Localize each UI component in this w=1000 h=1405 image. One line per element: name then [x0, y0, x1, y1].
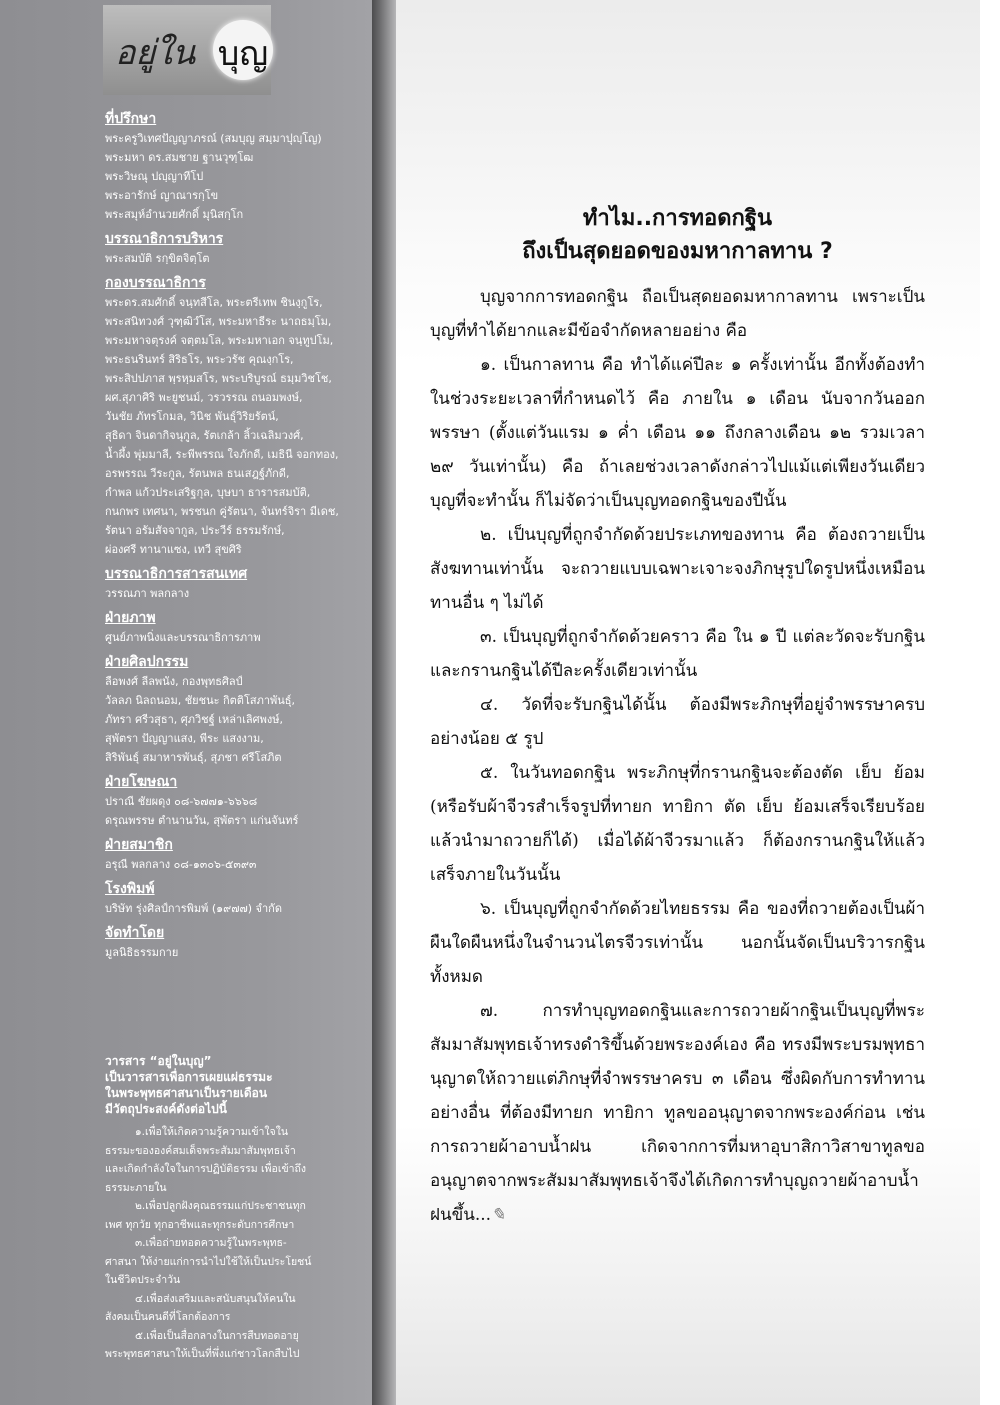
publisher-heading: จัดทำโดย: [105, 925, 165, 941]
printer-heading: โรงพิมพ์: [105, 881, 155, 897]
publisher-name: มูลนิธิธรรมกาย: [105, 946, 179, 959]
photo-dept-heading: ฝ่ายภาพ: [105, 610, 156, 626]
editorial-board-list: พระดร.สมศักดิ์ จนฺทสีโล, พระตรีเทพ ชินงฺกูโร, พระสนิทวงศ์ วุฑฺฒิวํโส, พระมหาธีระ นาถธมฺโม, พระมหาจตุรงค์ จตฺตมโล, พระมหาเอก จนฺทูปโม, พระธนรินทร์ สิริธโร, พระวรัช คุณงฺกโร, พระสิปปภาส พฺรหฺมสโร, พระบริบูรณ์ ธมฺมวิชโช, ผศ.สุภาศิริ พะยูชนม์, วรวรรณ ถนอมพงษ์, วันชัย ภัทรโกมล, วินิช พันธุ์วิริยรัตน์, สุธิดา จินดากิจนุกูล, รัตเกล้า ลิ้วเฉลิมวงศ์, น้ำผึ้ง พุ่มมาลี, ระพีพรรณ ใจภักดี, เมธินี จอกทอง, อรพรรณ วีระกูล, รัตนพล ธนเสฎฐ์ภักดี, กำพล แก้วประเสริฐกุล, บุษบา ธารารสมบัติ, กนกพร เทศนา, พรชนก คู่รัตนา, จันทร์จิรา มีเดช, รัตนา อรัมสัจจากูล, ประวีร์ ธรรมรักษ์, ผ่องศรี ทานาแซง, เทวี สุขศิริ: [105, 296, 339, 556]
mission-item: ๕.เพื่อเป็นสื่อกลางในการสืบทอดอายุพระพุทธศาสนาให้เป็นที่พึ่งแก่ชาวโลกสืบไป: [105, 1329, 300, 1360]
mission-item: ๑.เพื่อให้เกิดความรู้ความเข้าใจในธรรมะขององค์สมเด็จพระสัมมาสัมพุทธเจ้า และเกิดกำลังใจในการปฏิบัติธรรม เพื่อเข้าถึงธรรมะภายใน: [105, 1126, 307, 1194]
article-title: [430, 202, 925, 268]
article-title-line2: ถึงเป็นสุดยอดของมหากาลทาน ?: [522, 239, 833, 264]
article-point-3: ๓. เป็นบุญที่ถูกจำกัดด้วยคราว คือ ใน ๑ ปี แต่ละวัดจะรับกฐินและกรานกฐินได้ปีละครั้งเดียวเท่านั้น: [430, 627, 925, 681]
magazine-logo: [103, 5, 271, 95]
article-title-line1: ทำไม..การทอดกฐิน: [582, 206, 773, 231]
article-point-5: ๕. ในวันทอดกฐิน พระภิกษุที่กรานกฐินจะต้องตัด เย็บ ย้อม (หรือรับผ้าจีวรสำเร็จรูปที่ทายก ทายิกา ตัด เย็บ ย้อมเสร็จเรียบร้อยแล้วนำมาถวายก็ได้) เมื่อได้ผ้าจีวรมาแล้ว ก็ต้องกรานกฐินให้แล้วเสร็จภายในวันนั้น: [430, 763, 925, 885]
art-dept-heading: ฝ่ายศิลปกรรม: [105, 654, 189, 670]
photo-dept-body: ศูนย์ภาพนิ่งและบรรณาธิการภาพ: [105, 631, 261, 644]
logo-text: อยู่ใน: [115, 33, 196, 73]
mission-item: ๒.เพื่อปลูกฝังคุณธรรมแก่ประชาชนทุกเพศ ทุกวัย ทุกอาชีพและทุกระดับการศึกษา: [105, 1200, 306, 1231]
end-mark-icon: ✎: [491, 1205, 506, 1225]
logo-bun-text: บุญ: [217, 34, 269, 74]
advertising-contacts: ปราณี ชัยผดุง ๐๘-๖๗๗๑-๖๖๖๘ ดรุณพรรษ ตำนานวัน, สุพัตรา แก่นจันทร์: [105, 795, 299, 827]
sidebar: [0, 0, 372, 1405]
article-point-7-text: ๗. การทำบุญทอดกฐินและการถวายผ้ากฐินเป็นบุญที่พระสัมมาสัมพุทธเจ้าทรงดำริขึ้นด้วยพระองค์เอง คือ ทรงมีพระบรมพุทธานุญาตให้ถวายแต่ภิกษุที่จำพรรษาครบ ๓ เดือน ซึ่งผิดกับการทำทานอย่างอื่น ที่ต้องมีทายก ทายิกา ทูลขออนุญาตจากพระองค์ก่อน เช่น การถวายผ้าอาบน้ำฝน เกิดจากการที่มหาอุบาสิกาวิสาขาทูลขออนุญาตจากพระสัมมาสัมพุทธเจ้าจึงได้เกิดการทำบุญถวายผ้าอาบน้ำฝนขึ้น...: [430, 1001, 925, 1225]
article-point-2: ๒. เป็นบุญที่ถูกจำกัดด้วยประเภทของทาน คือ ต้องถวายเป็นสังฆทานเท่านั้น จะถวายแบบเฉพาะเจาะจงภิกษุรูปใดรูปหนึ่งเหมือนทานอื่น ๆ ไม่ได้: [430, 525, 925, 613]
masthead-credits: [105, 110, 360, 968]
article-point-6: ๖. เป็นบุญที่ถูกจำกัดด้วยไทยธรรม คือ ของที่ถวายต้องเป็นผ้าผืนใดผืนหนึ่งในจำนวนไตรจีวรเท่านั้น นอกนั้นจัดเป็นบริวารกฐินทั้งหมด: [430, 899, 925, 987]
advisors-list: พระครูวิเทศปัญญาภรณ์ (สมบุญ สมฺมาปุญฺโญ) พระมหา ดร.สมชาย ฐานวุฑฺโฒ พระวิษณุ ปญฺญาทีโป พระอารักษ์ ญาณารกฺโข พระสมุห์อำนวยศักดิ์ มุนิสกฺโก: [105, 132, 322, 221]
article-point-7: [430, 994, 925, 1232]
members-contact: อรุณี พลกลาง ๐๘-๑๓๐๖-๕๓๙๓: [105, 858, 257, 871]
page-gutter-shadow: [372, 0, 396, 1405]
article: [430, 202, 925, 1232]
members-heading: ฝ่ายสมาชิก: [105, 837, 173, 853]
executive-editor-name: พระสมบัติ รกฺขิตจิตฺโต: [105, 252, 210, 265]
info-editor-name: วรรณภา พลกลาง: [105, 587, 190, 600]
mission-title: วารสาร “อยู่ในบุญ” เป็นวารสารเพื่อการเผยแผ่ธรรมะ ในพระพุทธศาสนาเป็นรายเดือน มีวัตถุประสงค์ดังต่อไปนี้: [105, 1054, 273, 1116]
article-point-1: ๑. เป็นกาลทาน คือ ทำได้แค่ปีละ ๑ ครั้งเท่านั้น อีกทั้งต้องทำในช่วงระยะเวลาที่กำหนดไว้ คือ ภายใน ๑ เดือน นับจากวันออกพรรษา (ตั้งแต่วันแรม ๑ ค่ำ เดือน ๑๑ ถึงกลางเดือน ๑๒ รวมเวลา ๒๙ วันเท่านั้น) คือ ถ้าเลยช่วงเวลาดังกล่าวไปแม้แต่เพียงวันเดียว บุญที่จะทำนั้น ก็ไม่จัดว่าเป็นบุญทอดกฐินของปีนั้น: [430, 355, 925, 511]
editorial-board-heading: กองบรรณาธิการ: [105, 275, 206, 291]
magazine-mission: [105, 1053, 317, 1364]
art-dept-list: ลือพงศ์ ลีลพนัง, กองพุทธศิลป์ วัลลภ นิลถนอม, ชัยชนะ กิตติโสภาพันธุ์, ภัทรา ศรีวสุธา, ศุภวิชฐ์ เหล่าเลิศพงษ์, สุพัตรา ปัญญาแสง, พีระ แสงงาม, สิริพันธุ์ สมาหารพันธุ์, สุภชา ศรีโสภิต: [105, 675, 295, 764]
mission-item: ๔.เพื่อส่งเสริมและสนับสนุนให้คนในสังคมเป็นคนดีที่โลกต้องการ: [105, 1292, 296, 1323]
logo-moon-icon: [213, 20, 273, 80]
mission-item: ๓.เพื่อถ่ายทอดความรู้ในพระพุทธ-ศาสนา ให้ง่ายแก่การนำไปใช้ให้เป็นประโยชน์ในชีวิตประจำวัน: [105, 1237, 312, 1286]
printer-name: บริษัท รุ่งศิลป์การพิมพ์ (๑๙๗๗) จำกัด: [105, 902, 282, 915]
page-right-margin: [980, 0, 1000, 1405]
info-editor-heading: บรรณาธิการสารสนเทศ: [105, 566, 248, 582]
article-point-4: ๔. วัดที่จะรับกฐินได้นั้น ต้องมีพระภิกษุที่อยู่จำพรรษาครบอย่างน้อย ๕ รูป: [430, 695, 925, 749]
executive-editor-heading: บรรณาธิการบริหาร: [105, 231, 224, 247]
advertising-heading: ฝ่ายโฆษณา: [105, 774, 178, 790]
advisors-heading: ที่ปรึกษา: [105, 111, 157, 127]
article-intro-paragraph: บุญจากการทอดกฐิน ถือเป็นสุดยอดมหากาลทาน เพราะเป็นบุญที่ทำได้ยากและมีข้อจำกัดหลายอย่าง คือ: [430, 287, 925, 341]
